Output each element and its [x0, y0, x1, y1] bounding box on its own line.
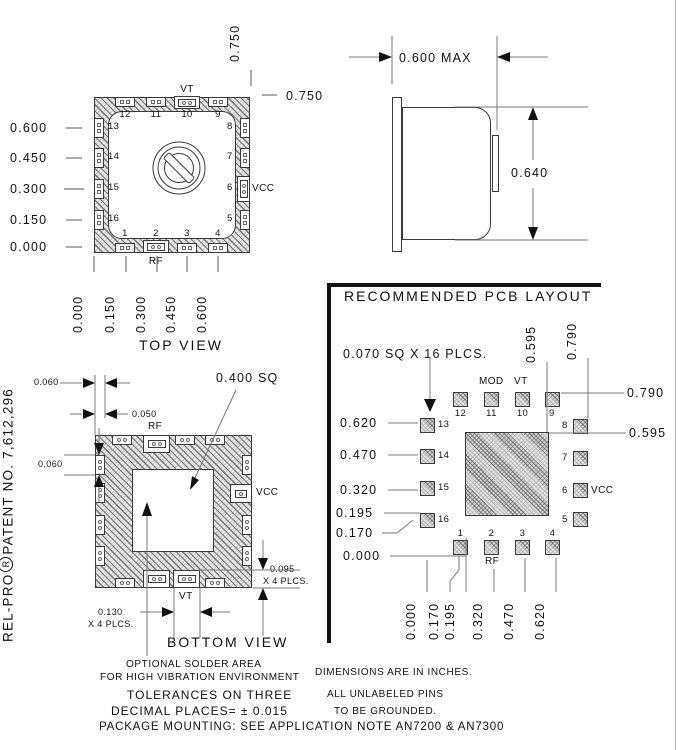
pin-number: 12 — [454, 408, 467, 419]
scale-label: 0.450 — [10, 151, 48, 165]
pin-number: 7 — [562, 452, 568, 463]
vt-label: VT — [514, 376, 528, 387]
pad-pin-6-vcc — [237, 176, 250, 202]
pcb-pad-12 — [453, 392, 468, 407]
pad-pin-4 — [208, 243, 228, 253]
dim-width: 0.600 MAX — [399, 51, 472, 65]
scale-label: 0.620 — [533, 602, 547, 640]
pad-pin-5 — [240, 210, 250, 230]
vt-label: VT — [180, 84, 194, 95]
pcb-center-ground-pad — [465, 432, 549, 516]
scale-label: 0.595 — [524, 325, 538, 363]
rf-label: RF — [148, 421, 163, 432]
scale-label: 0.600 — [195, 295, 209, 333]
pin-number: 16 — [438, 514, 450, 525]
bv-pad — [242, 546, 252, 566]
pin-number: 5 — [562, 514, 568, 525]
pcb-pad-5 — [573, 512, 588, 527]
pad-pin-9 — [208, 97, 228, 107]
scale-label: 0.470 — [340, 448, 378, 462]
note-tolerance-2: DECIMAL PLACES= ± 0.015 — [111, 704, 288, 718]
pcb-pad-10 — [515, 392, 530, 407]
bv-pad — [242, 515, 252, 535]
pcb-pad-16 — [420, 513, 435, 528]
top-view-title: TOP VIEW — [139, 337, 223, 353]
bv-pad-rf — [143, 435, 170, 453]
bv-pad — [205, 578, 225, 588]
pad-size-note: 0.070 SQ X 16 PLCS. — [343, 347, 488, 361]
pin-number: 9 — [215, 109, 221, 120]
pcb-frame-top — [327, 283, 601, 287]
pin-number: 14 — [438, 450, 450, 461]
note-ground-2: TO BE GROUNDED. — [334, 706, 437, 717]
note-mounting: PACKAGE MOUNTING: SEE APPLICATION NOTE AN7200 & AN7300 — [99, 721, 505, 733]
tuning-screw-icon — [148, 137, 212, 201]
scale-label: 0.790 — [565, 322, 579, 360]
scale-label: 0.000 — [10, 240, 48, 254]
scale-label: 0.000 — [404, 602, 418, 640]
scale-label: 0.300 — [134, 295, 148, 333]
rf-label: RF — [485, 556, 500, 567]
pcb-pad-1 — [453, 540, 468, 555]
side-view-tab — [492, 135, 499, 192]
scale-label: 0.320 — [340, 483, 378, 497]
vt-label: VT — [179, 591, 193, 602]
bv-pad — [95, 483, 105, 503]
pin-number: 11 — [486, 408, 497, 419]
note-solder-1: OPTIONAL SOLDER AREA — [126, 659, 262, 670]
scale-label: 0.000 — [71, 295, 85, 333]
pad-pin-11 — [146, 97, 166, 107]
dim-0130-note: X 4 PLCS. — [88, 619, 134, 629]
scale-label: 0.790 — [627, 386, 665, 400]
pin-number: 10 — [181, 109, 193, 120]
pcb-pad-2 — [484, 540, 499, 555]
pin-number: 14 — [108, 151, 120, 162]
dim-height: 0.640 — [511, 166, 549, 180]
pin-number: 8 — [562, 420, 568, 431]
pad-pin-15 — [94, 179, 104, 199]
pin-number: 15 — [438, 482, 450, 493]
bv-pad — [95, 455, 105, 475]
dim-0130: 0.130 — [98, 607, 123, 617]
vcc-label: VCC — [252, 183, 275, 194]
pcb-pad-8 — [573, 419, 588, 434]
pin-number: 10 — [516, 408, 529, 419]
pin-number: 3 — [519, 528, 526, 539]
bv-pad — [95, 546, 105, 566]
page-border — [675, 0, 676, 750]
dim-0060-left: 0.060 — [38, 459, 63, 469]
pin-number: 3 — [184, 228, 190, 239]
pcb-frame-left — [327, 283, 331, 643]
scale-label: 0.300 — [10, 182, 48, 196]
pcb-pad-15 — [420, 481, 435, 496]
pin-number: 7 — [227, 151, 233, 162]
scale-label: 0.195 — [336, 506, 374, 520]
pcb-pad-13 — [420, 418, 435, 433]
bv-pad-vcc — [230, 484, 252, 503]
pin-number: 1 — [122, 228, 128, 239]
pin-number: 6 — [227, 182, 233, 193]
vcc-label: VCC — [256, 487, 279, 498]
pcb-pad-6 — [573, 483, 588, 498]
pin-number: 4 — [549, 528, 556, 539]
pcb-pad-14 — [420, 449, 435, 464]
scale-label: 0.620 — [340, 416, 378, 430]
scale-label: 0.150 — [103, 295, 117, 333]
side-view-flange — [392, 97, 402, 252]
pad-pin-10-vt — [174, 96, 200, 109]
scale-label: 0.150 — [10, 213, 48, 227]
vcc-label: VCC — [591, 485, 614, 496]
pin-number: 4 — [215, 228, 221, 239]
bv-pad-vt — [173, 570, 200, 588]
pad-pin-7 — [240, 148, 250, 168]
dim-0400-sq: 0.400 SQ — [216, 371, 279, 385]
mod-label: MOD — [479, 376, 504, 387]
pcb-pad-11 — [484, 392, 499, 407]
dim-0750-vertical: 0.750 — [228, 24, 242, 62]
pcb-pad-7 — [573, 451, 588, 466]
pad-pin-3 — [177, 243, 197, 253]
dim-0750-horizontal: 0.750 — [286, 89, 324, 103]
pin-number: 12 — [119, 109, 131, 120]
pad-pin-1 — [115, 243, 135, 253]
note-ground-1: ALL UNLABELED PINS — [327, 689, 444, 700]
scale-label: 0.450 — [164, 295, 178, 333]
bv-pad — [115, 578, 135, 588]
pin-number: 6 — [562, 485, 568, 496]
bottom-view-title: BOTTOM VIEW — [167, 634, 289, 650]
pin-number: 13 — [108, 121, 120, 132]
bv-pad — [242, 455, 252, 475]
pad-pin-16 — [94, 210, 104, 230]
pin-number: 11 — [150, 109, 162, 120]
brand-label: REL-PRO — [0, 573, 16, 642]
note-solder-2: FOR HIGH VIBRATION ENVIRONMENT — [100, 672, 300, 683]
pcb-layout-title: RECOMMENDED PCB LAYOUT — [344, 288, 593, 304]
pin-number: 8 — [227, 121, 233, 132]
pin-number: 5 — [227, 213, 233, 224]
registered-mark-icon: R — [0, 557, 13, 572]
pcb-pad-4 — [545, 540, 560, 555]
scale-label: 0.320 — [471, 602, 485, 640]
patent-sidebar — [0, 388, 16, 642]
rf-label: RF — [148, 256, 164, 267]
pin-number: 13 — [438, 419, 450, 430]
dim-0060-top: 0.060 — [34, 377, 59, 387]
dim-0095: 0.095 — [270, 564, 295, 574]
dim-0095-note: X 4 PLCS. — [263, 576, 309, 586]
scale-label: 0.470 — [502, 602, 516, 640]
patent-number: PATENT NO. 7,612,296 — [0, 388, 16, 555]
pad-pin-12 — [115, 97, 135, 107]
pcb-pad-3 — [515, 540, 530, 555]
note-tolerance-1: TOLERANCES ON THREE — [127, 688, 293, 702]
bv-pad — [95, 515, 105, 535]
bv-pad — [205, 435, 225, 445]
bv-pad — [112, 435, 132, 445]
pad-pin-14 — [94, 148, 104, 168]
scale-label: 0.170 — [336, 526, 374, 540]
side-view-body — [402, 107, 491, 240]
scale-label: 0.170 — [427, 602, 441, 640]
dim-0050: 0.050 — [132, 409, 157, 419]
optional-solder-area — [132, 469, 214, 552]
pin-number: 9 — [549, 408, 555, 419]
pin-number: 1 — [457, 528, 464, 539]
pad-pin-2-rf — [143, 240, 169, 253]
note-units: DIMENSIONS ARE IN INCHES. — [315, 667, 473, 678]
pin-number: 15 — [108, 182, 120, 193]
pad-pin-8 — [240, 118, 250, 138]
pin-number: 16 — [108, 213, 120, 224]
bv-pad-large — [143, 570, 170, 588]
pad-pin-13 — [94, 118, 104, 138]
pin-number: 2 — [153, 228, 159, 239]
scale-label: 0.595 — [629, 426, 667, 440]
bv-pad — [175, 435, 195, 445]
scale-label: 0.000 — [343, 549, 381, 563]
scale-label: 0.195 — [443, 602, 457, 640]
scale-label: 0.600 — [10, 121, 48, 135]
pcb-pad-9 — [545, 392, 560, 407]
pin-number: 2 — [488, 528, 495, 539]
